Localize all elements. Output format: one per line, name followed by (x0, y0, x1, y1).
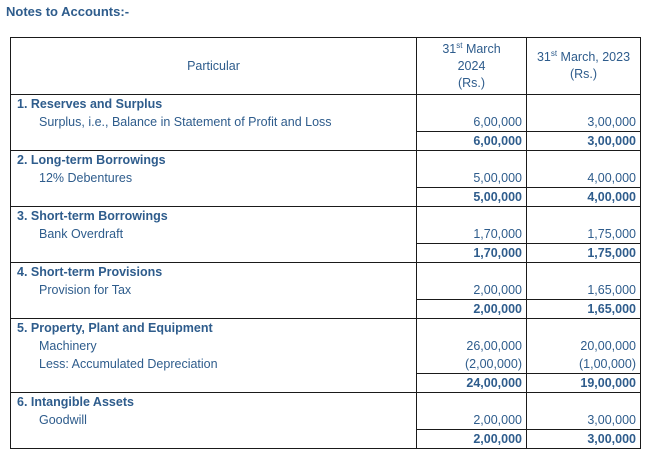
note-spacer (417, 95, 526, 113)
note-particular-cell (11, 263, 417, 319)
note-amount-cell-y2023 (527, 95, 641, 151)
note-spacer (527, 151, 640, 169)
note-item-amount: 1,75,000 (587, 227, 636, 241)
note-item-amount: (1,00,000) (579, 357, 636, 371)
note-section-title: 5. Property, Plant and Equipment (17, 321, 213, 335)
note-item-amount: 5,00,000 (473, 171, 522, 185)
header-2023 (527, 38, 641, 95)
note-amount-cell-y2024 (417, 151, 527, 207)
table-header-row (11, 38, 641, 95)
note-spacer (417, 319, 526, 337)
note-spacer (417, 263, 526, 281)
notes-body (11, 95, 641, 449)
header-particular-label: Particular (187, 59, 240, 73)
note-total-amount: 3,00,000 (527, 429, 640, 448)
note-amount-cell-y2023 (527, 263, 641, 319)
note-spacer (527, 319, 640, 337)
note-spacer (417, 151, 526, 169)
note-amount-cell-y2024 (417, 263, 527, 319)
note-item-amount: 1,70,000 (473, 227, 522, 241)
note-item-amount: (2,00,000) (465, 357, 522, 371)
note-spacer (417, 207, 526, 225)
note-item-label: Goodwill (39, 413, 87, 427)
note-total-amount: 19,00,000 (527, 373, 640, 392)
note-total-amount: 4,00,000 (527, 187, 640, 206)
note-total-amount: 1,70,000 (417, 243, 526, 262)
note-section-row (11, 393, 641, 449)
header-2023-sup: st (550, 48, 558, 58)
note-section-row (11, 319, 641, 393)
note-amount-cell-y2024 (417, 207, 527, 263)
note-particular-cell (11, 393, 417, 449)
header-2024-month: March (462, 41, 501, 56)
note-item-amount: 3,00,000 (587, 413, 636, 427)
header-2024 (417, 38, 527, 95)
note-amount-cell-y2024 (417, 393, 527, 449)
note-section-row (11, 207, 641, 263)
note-spacer (527, 207, 640, 225)
note-section-title: 1. Reserves and Surplus (17, 97, 163, 111)
note-item-amount: 4,00,000 (587, 171, 636, 185)
note-amount-cell-y2023 (527, 151, 641, 207)
note-item-amount: 6,00,000 (473, 115, 522, 129)
note-total-amount: 24,00,000 (417, 373, 526, 392)
note-item-label: Surplus, i.e., Balance in Statement of Profit and Loss (39, 115, 332, 129)
header-2024-year: 2024 (457, 58, 486, 73)
note-item-amount: 20,00,000 (580, 339, 636, 353)
notes-table (10, 37, 641, 449)
note-section-title: 2. Long-term Borrowings (17, 153, 166, 167)
note-item-amount: 26,00,000 (466, 339, 522, 353)
header-2024-unit: (Rs.) (457, 75, 486, 90)
note-item-amount: 1,65,000 (587, 283, 636, 297)
header-2024-day: 31 (442, 41, 457, 56)
note-spacer (417, 393, 526, 411)
note-item-amount: 2,00,000 (473, 283, 522, 297)
note-spacer (527, 95, 640, 113)
note-amount-cell-y2024 (417, 319, 527, 393)
notes-heading: Notes to Accounts:- (6, 4, 130, 19)
note-spacer (527, 393, 640, 411)
header-2024-date (417, 41, 526, 58)
note-total-amount: 1,75,000 (527, 243, 640, 262)
note-amount-cell-y2023 (527, 207, 641, 263)
note-item-label: Provision for Tax (39, 283, 132, 297)
note-section-title: 6. Intangible Assets (17, 395, 134, 409)
header-particular (11, 38, 417, 95)
note-item-amount: 3,00,000 (587, 115, 636, 129)
note-particular-cell (11, 207, 417, 263)
note-item-label: Less: Accumulated Depreciation (39, 357, 218, 371)
note-total-amount: 2,00,000 (417, 429, 526, 448)
note-item-label: Bank Overdraft (39, 227, 124, 241)
note-total-amount: 5,00,000 (417, 187, 526, 206)
note-particular-cell (11, 319, 417, 393)
note-amount-cell-y2023 (527, 319, 641, 393)
note-section-row (11, 95, 641, 151)
header-2023-day: 31 (536, 50, 551, 64)
note-spacer (527, 263, 640, 281)
note-item-amount: 2,00,000 (473, 413, 522, 427)
note-total-amount: 6,00,000 (417, 131, 526, 150)
note-section-row (11, 151, 641, 207)
note-amount-cell-y2024 (417, 95, 527, 151)
header-2023-unit: (Rs.) (569, 67, 598, 81)
note-section-title: 4. Short-term Provisions (17, 265, 163, 279)
note-total-amount: 3,00,000 (527, 131, 640, 150)
note-item-label: Machinery (39, 339, 97, 353)
header-2023-date (527, 49, 640, 66)
note-total-amount: 1,65,000 (527, 299, 640, 318)
note-section-row (11, 263, 641, 319)
note-total-amount: 2,00,000 (417, 299, 526, 318)
note-particular-cell (11, 151, 417, 207)
note-particular-cell (11, 95, 417, 151)
note-item-label: 12% Debentures (39, 171, 133, 185)
header-2024-sup: st (456, 40, 463, 50)
note-section-title: 3. Short-term Borrowings (17, 209, 168, 223)
header-2023-month: March, 2023 (557, 50, 631, 64)
note-amount-cell-y2023 (527, 393, 641, 449)
